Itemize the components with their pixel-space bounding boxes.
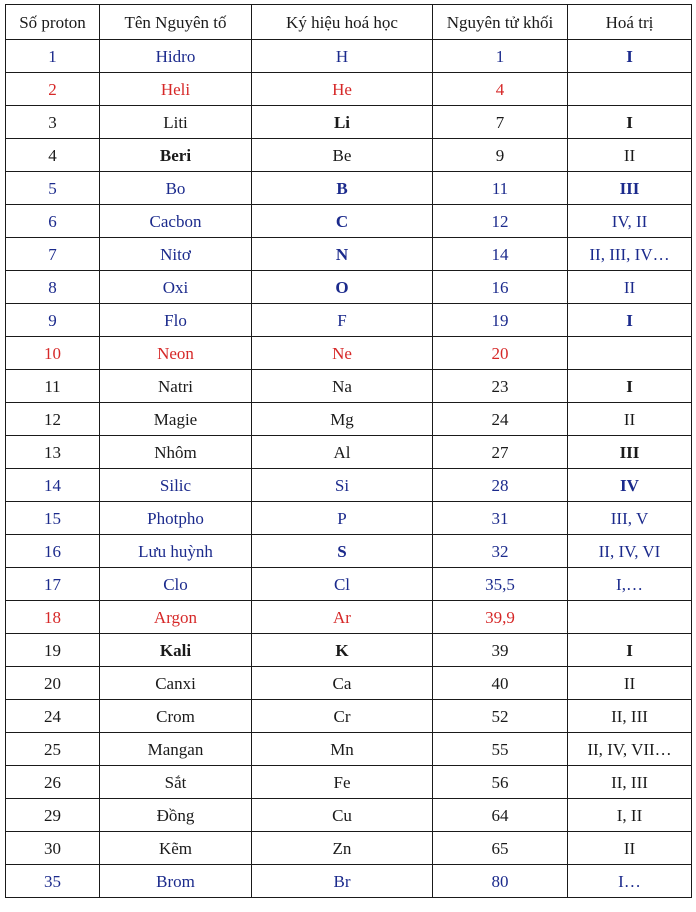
element-table-container <box>5 4 692 898</box>
cell-element-name: Silic <box>100 469 252 502</box>
header-chemical-symbol: Ký hiệu hoá học <box>252 5 433 40</box>
table-row <box>6 271 692 304</box>
cell-proton: 8 <box>6 271 100 304</box>
cell-atomic-mass: 32 <box>433 535 568 568</box>
cell-atomic-mass: 7 <box>433 106 568 139</box>
table-row <box>6 568 692 601</box>
cell-atomic-mass: 35,5 <box>433 568 568 601</box>
cell-valence <box>568 73 692 106</box>
table-row <box>6 502 692 535</box>
cell-valence: II <box>568 271 692 304</box>
cell-proton: 16 <box>6 535 100 568</box>
cell-chemical-symbol: Cu <box>252 799 433 832</box>
cell-valence: II, III <box>568 700 692 733</box>
cell-atomic-mass: 27 <box>433 436 568 469</box>
cell-element-name: Sắt <box>100 766 252 799</box>
table-row <box>6 601 692 634</box>
table-row <box>6 667 692 700</box>
cell-valence: II, III, IV… <box>568 238 692 271</box>
cell-atomic-mass: 65 <box>433 832 568 865</box>
header-proton: Số proton <box>6 5 100 40</box>
cell-chemical-symbol: Mg <box>252 403 433 436</box>
cell-valence: II <box>568 667 692 700</box>
cell-element-name: Bo <box>100 172 252 205</box>
cell-valence: I <box>568 40 692 73</box>
cell-proton: 1 <box>6 40 100 73</box>
cell-atomic-mass: 55 <box>433 733 568 766</box>
header-valence: Hoá trị <box>568 5 692 40</box>
cell-proton: 9 <box>6 304 100 337</box>
table-row <box>6 139 692 172</box>
cell-atomic-mass: 31 <box>433 502 568 535</box>
table-row <box>6 73 692 106</box>
cell-proton: 4 <box>6 139 100 172</box>
cell-proton: 30 <box>6 832 100 865</box>
cell-proton: 6 <box>6 205 100 238</box>
cell-proton: 2 <box>6 73 100 106</box>
cell-element-name: Kẽm <box>100 832 252 865</box>
cell-proton: 19 <box>6 634 100 667</box>
table-row <box>6 106 692 139</box>
cell-chemical-symbol: He <box>252 73 433 106</box>
table-row <box>6 634 692 667</box>
cell-atomic-mass: 24 <box>433 403 568 436</box>
cell-element-name: Canxi <box>100 667 252 700</box>
cell-chemical-symbol: Cl <box>252 568 433 601</box>
table-row <box>6 370 692 403</box>
cell-element-name: Neon <box>100 337 252 370</box>
cell-chemical-symbol: P <box>252 502 433 535</box>
cell-atomic-mass: 28 <box>433 469 568 502</box>
cell-proton: 3 <box>6 106 100 139</box>
cell-valence: I <box>568 634 692 667</box>
cell-proton: 25 <box>6 733 100 766</box>
cell-valence: III <box>568 436 692 469</box>
cell-chemical-symbol: Mn <box>252 733 433 766</box>
cell-chemical-symbol: K <box>252 634 433 667</box>
cell-valence: II, III <box>568 766 692 799</box>
cell-element-name: Argon <box>100 601 252 634</box>
table-row <box>6 304 692 337</box>
cell-chemical-symbol: Si <box>252 469 433 502</box>
cell-atomic-mass: 4 <box>433 73 568 106</box>
cell-proton: 26 <box>6 766 100 799</box>
cell-proton: 15 <box>6 502 100 535</box>
cell-chemical-symbol: Ar <box>252 601 433 634</box>
table-body <box>6 40 692 898</box>
table-row <box>6 403 692 436</box>
cell-valence: II <box>568 832 692 865</box>
cell-chemical-symbol: Br <box>252 865 433 898</box>
cell-chemical-symbol: Ne <box>252 337 433 370</box>
cell-atomic-mass: 56 <box>433 766 568 799</box>
cell-element-name: Oxi <box>100 271 252 304</box>
cell-proton: 18 <box>6 601 100 634</box>
cell-proton: 12 <box>6 403 100 436</box>
cell-proton: 13 <box>6 436 100 469</box>
table-row <box>6 700 692 733</box>
cell-valence: II <box>568 403 692 436</box>
cell-atomic-mass: 20 <box>433 337 568 370</box>
cell-valence: III, V <box>568 502 692 535</box>
table-row <box>6 832 692 865</box>
cell-valence: I,… <box>568 568 692 601</box>
cell-proton: 11 <box>6 370 100 403</box>
cell-element-name: Beri <box>100 139 252 172</box>
cell-element-name: Brom <box>100 865 252 898</box>
cell-atomic-mass: 23 <box>433 370 568 403</box>
cell-atomic-mass: 1 <box>433 40 568 73</box>
table-row <box>6 469 692 502</box>
cell-element-name: Liti <box>100 106 252 139</box>
cell-valence: IV, II <box>568 205 692 238</box>
cell-element-name: Cacbon <box>100 205 252 238</box>
cell-chemical-symbol: Na <box>252 370 433 403</box>
cell-atomic-mass: 80 <box>433 865 568 898</box>
cell-chemical-symbol: Be <box>252 139 433 172</box>
header-element-name: Tên Nguyên tố <box>100 5 252 40</box>
cell-atomic-mass: 11 <box>433 172 568 205</box>
cell-valence <box>568 337 692 370</box>
cell-element-name: Natri <box>100 370 252 403</box>
cell-element-name: Magie <box>100 403 252 436</box>
cell-atomic-mass: 12 <box>433 205 568 238</box>
table-row <box>6 766 692 799</box>
cell-element-name: Lưu huỳnh <box>100 535 252 568</box>
cell-valence: I <box>568 106 692 139</box>
cell-atomic-mass: 64 <box>433 799 568 832</box>
cell-proton: 10 <box>6 337 100 370</box>
cell-chemical-symbol: B <box>252 172 433 205</box>
cell-chemical-symbol: O <box>252 271 433 304</box>
cell-element-name: Flo <box>100 304 252 337</box>
cell-chemical-symbol: Al <box>252 436 433 469</box>
cell-atomic-mass: 39 <box>433 634 568 667</box>
table-row <box>6 535 692 568</box>
cell-chemical-symbol: S <box>252 535 433 568</box>
table-row <box>6 40 692 73</box>
cell-chemical-symbol: Zn <box>252 832 433 865</box>
cell-valence: III <box>568 172 692 205</box>
cell-element-name: Kali <box>100 634 252 667</box>
cell-valence: I, II <box>568 799 692 832</box>
cell-proton: 7 <box>6 238 100 271</box>
cell-valence: IV <box>568 469 692 502</box>
table-row <box>6 799 692 832</box>
cell-atomic-mass: 52 <box>433 700 568 733</box>
cell-atomic-mass: 40 <box>433 667 568 700</box>
table-row <box>6 337 692 370</box>
header-atomic-mass: Nguyên tử khối <box>433 5 568 40</box>
cell-chemical-symbol: H <box>252 40 433 73</box>
cell-proton: 5 <box>6 172 100 205</box>
cell-valence <box>568 601 692 634</box>
table-header-row <box>6 5 692 40</box>
cell-element-name: Mangan <box>100 733 252 766</box>
cell-atomic-mass: 14 <box>433 238 568 271</box>
cell-chemical-symbol: C <box>252 205 433 238</box>
cell-atomic-mass: 9 <box>433 139 568 172</box>
cell-chemical-symbol: F <box>252 304 433 337</box>
cell-element-name: Nitơ <box>100 238 252 271</box>
table-row <box>6 172 692 205</box>
cell-atomic-mass: 19 <box>433 304 568 337</box>
cell-element-name: Clo <box>100 568 252 601</box>
cell-element-name: Crom <box>100 700 252 733</box>
cell-atomic-mass: 39,9 <box>433 601 568 634</box>
cell-chemical-symbol: Ca <box>252 667 433 700</box>
cell-element-name: Hidro <box>100 40 252 73</box>
cell-element-name: Đồng <box>100 799 252 832</box>
cell-element-name: Heli <box>100 73 252 106</box>
cell-valence: II <box>568 139 692 172</box>
cell-chemical-symbol: N <box>252 238 433 271</box>
table-row <box>6 865 692 898</box>
cell-valence: II, IV, VII… <box>568 733 692 766</box>
cell-valence: I <box>568 370 692 403</box>
cell-chemical-symbol: Fe <box>252 766 433 799</box>
cell-atomic-mass: 16 <box>433 271 568 304</box>
cell-valence: I… <box>568 865 692 898</box>
cell-proton: 35 <box>6 865 100 898</box>
cell-element-name: Photpho <box>100 502 252 535</box>
cell-proton: 14 <box>6 469 100 502</box>
cell-proton: 29 <box>6 799 100 832</box>
element-table <box>5 4 692 898</box>
cell-element-name: Nhôm <box>100 436 252 469</box>
table-row <box>6 436 692 469</box>
table-row <box>6 205 692 238</box>
cell-proton: 17 <box>6 568 100 601</box>
cell-proton: 24 <box>6 700 100 733</box>
cell-chemical-symbol: Cr <box>252 700 433 733</box>
table-row <box>6 733 692 766</box>
cell-proton: 20 <box>6 667 100 700</box>
table-row <box>6 238 692 271</box>
cell-valence: I <box>568 304 692 337</box>
cell-valence: II, IV, VI <box>568 535 692 568</box>
cell-chemical-symbol: Li <box>252 106 433 139</box>
